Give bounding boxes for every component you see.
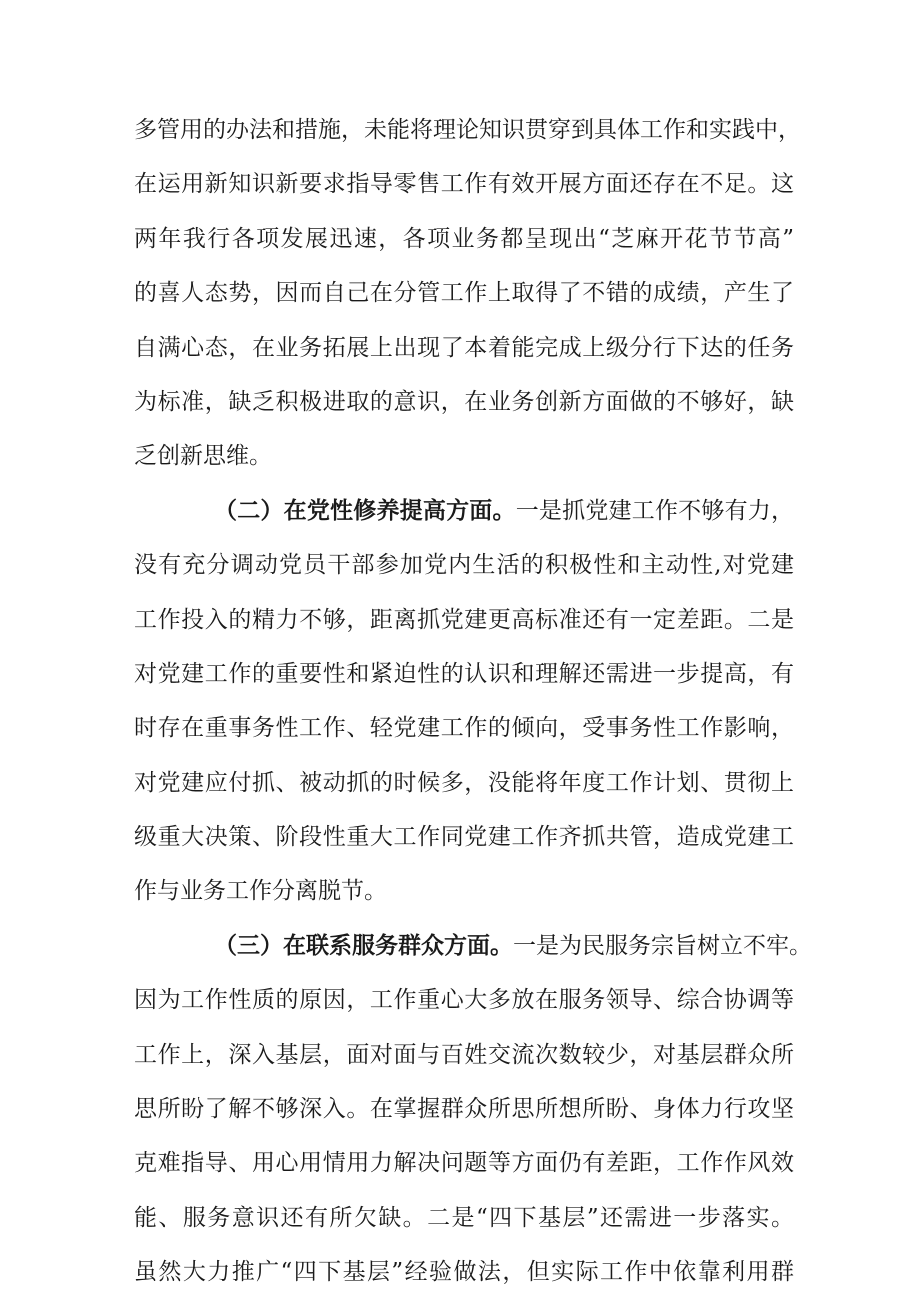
- paragraph-3-first-line: [134, 919, 812, 973]
- paragraph-2-line-7: 级重大决策、阶段性重大工作同党建工作齐抓共管，造成党建工: [134, 824, 794, 851]
- paragraph-1-line-2: 在运用新知识新要求指导零售工作有效开展方面还存在不足。这: [134, 171, 794, 198]
- paragraph-2-line-3: 工作投入的精力不够，距离抓党建更高标准还有一定差距。二是: [134, 606, 794, 633]
- paragraph-1-line-5: 自满心态，在业务拓展上出现了本着能完成上级分行下达的任务: [134, 334, 794, 361]
- paragraph-2-line-5: 时存在重事务性工作、轻党建工作的倾向，受事务性工作影响，: [134, 715, 794, 742]
- paragraph-2-line-4: 对党建工作的重要性和紧迫性的认识和理解还需进一步提高，有: [134, 660, 794, 687]
- paragraph-2-first-line: [134, 484, 794, 538]
- paragraph-3-first-line-text: 一是为民服务宗旨树立不牢。: [513, 932, 812, 959]
- paragraph-2-line-2: 没有充分调动党员干部参加党内生活的积极性和主动性,对党建: [134, 552, 794, 579]
- paragraph-2-line-6: 对党建应付抓、被动抓的时候多，没能将年度工作计划、贯彻上: [134, 769, 794, 796]
- document-body: [134, 103, 812, 1300]
- paragraph-1-line-7: 乏创新思维。: [134, 443, 272, 470]
- section-heading-2: （二）在党性修养提高方面。: [214, 496, 516, 524]
- paragraph-3-line-5: 克难指导、用心用情用力解决问题等方面仍有差距，工作作风效: [134, 1150, 794, 1177]
- paragraph-3-line-3: 工作上，深入基层，面对面与百姓交流次数较少，对基层群众所: [134, 1041, 794, 1068]
- paragraph-2-first-line-text: 一是抓党建工作不够有力，: [515, 497, 795, 524]
- paragraph-3-line-6: 能、服务意识还有所欠缺。二是“四下基层”还需进一步落实。: [134, 1204, 794, 1231]
- paragraph-1-line-4: 的喜人态势，因而自己在分管工作上取得了不错的成绩，产生了: [134, 280, 794, 307]
- paragraph-3-line-7: 虽然大力推广“四下基层”经验做法，但实际工作中依靠利用群: [134, 1259, 794, 1286]
- paragraph-3-line-4: 思所盼了解不够深入。在掌握群众所思所想所盼、身体力行攻坚: [134, 1096, 794, 1123]
- section-heading-3: （三）在联系服务群众方面。: [214, 931, 513, 959]
- paragraph-1-line-3: 两年我行各项发展迅速，各项业务都呈现出“芝麻开花节节高”: [134, 225, 794, 252]
- paragraph-1-line-1: 多管用的办法和措施，未能将理论知识贯穿到具体工作和实践中，: [134, 117, 801, 143]
- paragraph-3-line-2: 因为工作性质的原因，工作重心大多放在服务领导、综合协调等: [134, 987, 794, 1014]
- paragraph-1-line-6: 为标准，缺乏积极进取的意识，在业务创新方面做的不够好，缺: [134, 388, 794, 415]
- paragraph-2-line-8: 作与业务工作分离脱节。: [134, 878, 387, 905]
